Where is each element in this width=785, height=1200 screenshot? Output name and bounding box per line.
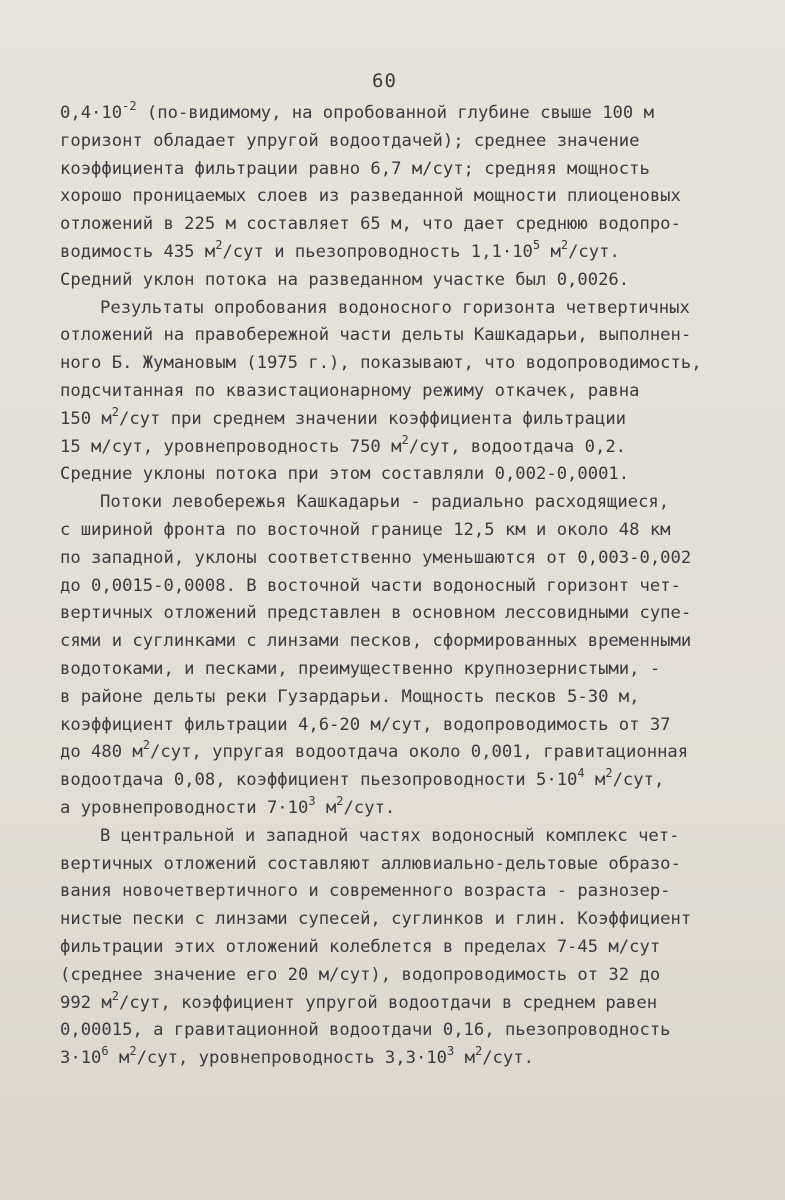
superscript: 2 xyxy=(401,432,409,447)
text-segment: коэффициент фильтрации 4,6-20 м/сут, водопроводимость от 37 xyxy=(60,714,671,735)
text-segment: /сут. xyxy=(568,241,620,262)
text-line xyxy=(60,823,710,851)
text-segment: /сут при среднем значении коэффициента фильтрации xyxy=(118,408,627,429)
text-line xyxy=(60,545,710,573)
text-segment: коэффициента фильтрации равно 6,7 м/сут; средняя мощность xyxy=(60,158,650,179)
text-line xyxy=(60,1045,710,1073)
superscript: 2 xyxy=(605,766,613,781)
superscript: -2 xyxy=(122,99,137,113)
text-segment: горизонт обладает упругой водоотдачей); среднее значение xyxy=(60,130,640,151)
text-segment: с шириной фронта по восточной границе 12,5 км и около 48 км xyxy=(60,519,671,540)
text-line xyxy=(60,156,710,184)
text-segment: В центральной и западной частях водоносный комплекс чет- xyxy=(100,825,680,846)
text-segment: по западной, уклоны соответственно уменьшаются от 0,003-0,002 xyxy=(60,547,692,568)
text-segment: водимость 435 м xyxy=(60,241,216,262)
text-segment: хорошо проницаемых слоев из разведанной мощности плиоценовых xyxy=(60,186,681,207)
text-segment: м xyxy=(108,1048,130,1069)
text-segment: вания новочетвертичного и современного возраста - разнозер- xyxy=(60,881,671,902)
text-line xyxy=(60,739,710,767)
paragraph xyxy=(60,823,710,1073)
text-line xyxy=(60,656,710,684)
text-segment: /сут. xyxy=(343,797,396,818)
text-segment: /сут, коэффициент упругой водоотдачи в среднем равен xyxy=(118,992,658,1013)
superscript: 2 xyxy=(336,793,344,808)
superscript: 2 xyxy=(142,738,151,753)
text-segment: Потоки левобережья Кашкадарьи - радиально расходящиеся, xyxy=(100,492,670,513)
text-line xyxy=(60,962,710,990)
text-segment: Средний уклон потока на разведанном участке был 0,0026. xyxy=(60,269,630,290)
text-segment: фильтрации этих отложений колеблется в пределах 7-45 м/сут xyxy=(60,936,661,957)
text-line xyxy=(60,378,710,406)
text-line xyxy=(60,183,710,211)
superscript: 6 xyxy=(101,1044,109,1059)
text-line xyxy=(60,350,710,378)
text-segment: ного Б. Жумановым (1975 г.), показывают, что водопроводимость, xyxy=(60,353,702,374)
text-segment: 0,00015, а гравитационной водоотдачи 0,16, пьезопроводность xyxy=(60,1020,671,1041)
page-number: 60 xyxy=(372,70,397,92)
paragraph xyxy=(60,295,710,490)
text-segment: /сут, уровнепроводность 3,3·10 xyxy=(136,1048,448,1069)
text-segment: /сут, xyxy=(612,770,665,791)
text-segment: м xyxy=(315,797,337,818)
text-line xyxy=(60,684,710,712)
text-line xyxy=(60,100,710,128)
text-segment: вертичных отложений составляют аллювиально-дельтовые образо- xyxy=(60,853,681,874)
text-segment: 3·10 xyxy=(60,1048,102,1069)
text-segment: м xyxy=(540,241,561,262)
text-segment: отложений в 225 м составляет 65 м, что дает среднюю водопро- xyxy=(60,214,681,235)
text-line xyxy=(60,322,710,350)
text-line xyxy=(60,295,710,323)
text-segment: сями и суглинками с линзами песков, сформированных временными xyxy=(60,631,692,652)
superscript: 2 xyxy=(215,237,223,252)
superscript: 5 xyxy=(532,237,541,252)
text-line xyxy=(60,434,710,462)
text-line xyxy=(60,573,710,601)
text-segment: /сут и пьезопроводность 1,1·10 xyxy=(222,241,533,262)
text-segment: 0,4·10 xyxy=(60,103,123,123)
text-line xyxy=(60,128,710,156)
text-segment: а уровнепроводности 7·10 xyxy=(60,797,309,818)
superscript: 2 xyxy=(111,988,119,1003)
text-line xyxy=(60,878,710,906)
text-segment: /сут, упругая водоотдача около 0,001, гравитационная xyxy=(150,742,689,763)
text-segment: 15 м/сут, уровнепроводность 750 м xyxy=(60,436,402,457)
text-line xyxy=(60,628,710,656)
text-segment: м xyxy=(454,1048,475,1069)
superscript: 4 xyxy=(577,766,585,781)
paragraph xyxy=(60,100,710,295)
text-segment: подсчитанная по квазистационарному режиму откачек, равна xyxy=(60,380,640,401)
text-line xyxy=(60,406,710,434)
superscript: 2 xyxy=(474,1044,483,1059)
text-segment: м xyxy=(584,770,606,791)
superscript: 2 xyxy=(560,237,569,252)
text-segment: в районе дельты реки Гузардарьи. Мощность песков 5-30 м, xyxy=(60,686,640,707)
superscript: 3 xyxy=(308,793,316,808)
superscript: 2 xyxy=(111,404,119,419)
text-segment: вертичных отложений представлен в основном лессовидными супе- xyxy=(60,603,692,624)
text-line xyxy=(60,795,710,823)
body-text xyxy=(60,100,710,1073)
text-segment: 992 м xyxy=(60,992,112,1013)
text-segment: до 480 м xyxy=(60,742,143,763)
text-line xyxy=(60,1017,710,1045)
paragraph xyxy=(60,489,710,823)
superscript: 2 xyxy=(129,1044,137,1059)
text-segment: водотоками, и песками, преимущественно крупнозернистыми, - xyxy=(60,658,661,679)
text-segment: до 0,0015-0,0008. В восточной части водоносный горизонт чет- xyxy=(60,575,681,596)
text-line xyxy=(60,461,710,489)
text-segment: нистые пески с линзами супесей, суглинков и глин. Коэффициент xyxy=(60,909,692,930)
text-segment: /сут. xyxy=(482,1048,534,1069)
text-line xyxy=(60,211,710,239)
text-segment: (среднее значение его 20 м/сут), водопроводимость от 32 до xyxy=(60,964,661,985)
superscript: 3 xyxy=(447,1044,455,1059)
text-line xyxy=(60,600,710,628)
text-segment: отложений на правобережной части дельты Кашкадарьи, выполнен- xyxy=(60,325,692,346)
text-line xyxy=(60,517,710,545)
text-segment: /сут, водоотдача 0,2. xyxy=(408,436,627,457)
text-segment: Результаты опробования водоносного горизонта четвертичных xyxy=(100,297,690,318)
text-segment: 150 м xyxy=(60,408,112,429)
text-line xyxy=(60,906,710,934)
text-line xyxy=(60,712,710,740)
text-line xyxy=(60,267,710,295)
text-line xyxy=(60,990,710,1018)
text-segment: Средние уклоны потока при этом составляли 0,002-0,0001. xyxy=(60,464,630,485)
text-segment: (по-видимому, на опробованной глубине свыше 100 м xyxy=(136,103,654,123)
text-line xyxy=(60,851,710,879)
text-line xyxy=(60,767,710,795)
text-line xyxy=(60,489,710,517)
text-line xyxy=(60,239,710,267)
text-segment: водоотдача 0,08, коэффициент пьезопроводности 5·10 xyxy=(60,770,578,791)
text-line xyxy=(60,934,710,962)
